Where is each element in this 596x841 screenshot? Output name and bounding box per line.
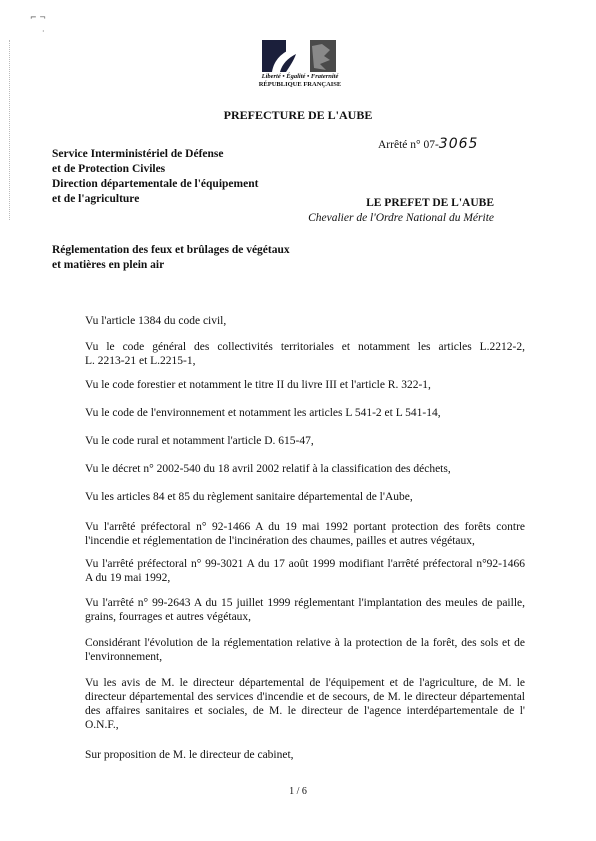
visa-paragraph [85, 557, 525, 585]
scan-artifact: · [42, 27, 45, 36]
scan-artifact: ⌐ ¬ [30, 13, 46, 22]
paragraph-line: Vu les avis de M. le directeur départemental de l'équipement et de l'agriculture, de M. le [85, 677, 525, 689]
paragraph-line: Vu l'article 1384 du code civil, [85, 315, 227, 327]
subject-line: et matières en plein air [52, 259, 165, 271]
issuing-services [52, 147, 258, 207]
consideration-paragraph [85, 636, 525, 664]
visa-paragraph [85, 406, 525, 420]
paragraph-line: l'incendie et réglementation de l'incinération des chaumes, pailles et autres végétaux, [85, 535, 475, 547]
paragraph-line: Vu l'arrêté n° 99-2643 A du 15 juillet 1999 réglementant l'implantation des meules de paille, [85, 597, 525, 609]
document-subject [52, 243, 290, 273]
paragraph-line: Vu le code de l'environnement et notamment les articles L 541-2 et L 541-14, [85, 407, 441, 419]
visa-paragraph [85, 314, 525, 328]
visa-paragraph [85, 340, 525, 368]
prefet-title: LE PREFET DE L'AUBE [366, 197, 494, 209]
proposal-paragraph [85, 748, 525, 762]
paragraph-line: A du 19 mai 1992, [85, 572, 171, 584]
page-number: 1 / 6 [289, 786, 307, 797]
republique-francaise-label: RÉPUBLIQUE FRANÇAISE [258, 81, 342, 88]
paragraph-line: Vu l'arrêté préfectoral n° 92-1466 A du 19 mai 1992 portant protection des forêts contre [85, 521, 525, 533]
scan-edge-mark [9, 40, 11, 220]
visa-paragraph [85, 596, 525, 624]
paragraph-line: Vu le décret n° 2002-540 du 18 avril 2002 relatif à la classification des déchets, [85, 463, 451, 475]
visa-paragraph [85, 490, 525, 504]
prefet-subtitle: Chevalier de l'Ordre National du Mérite [308, 212, 494, 224]
visa-paragraph [85, 434, 525, 448]
paragraph-line: Vu les articles 84 et 85 du règlement sanitaire départemental de l'Aube, [85, 491, 413, 503]
paragraph-line: Sur proposition de M. le directeur de cabinet, [85, 749, 294, 761]
republic-motto: Liberté • Égalité • Fraternité [261, 73, 339, 80]
subject-line: Réglementation des feux et brûlages de végétaux [52, 244, 290, 256]
visa-paragraph [85, 676, 525, 732]
arrete-number [378, 136, 478, 152]
prefet-signatory [308, 196, 494, 226]
arrete-prefix: Arrêté n° 07- [378, 139, 439, 151]
paragraph-line: Considérant l'évolution de la réglementation relative à la protection de la forêt, des sols et de [85, 637, 525, 649]
service-line: Service Interministériel de Défense [52, 148, 224, 160]
paragraph-line: l'environnement, [85, 651, 163, 663]
visa-paragraph [85, 378, 525, 392]
paragraph-line: L. 2213-21 et L.2215-1, [85, 355, 196, 367]
paragraph-line: Vu le code général des collectivités territoriales et notamment les articles L.2212-2, [85, 341, 525, 353]
paragraph-line: des affaires sanitaires et sociales, de M. le directeur de l'agence interdépartementale de l' [85, 705, 525, 717]
paragraph-line: Vu le code rural et notamment l'article D. 615-47, [85, 435, 314, 447]
service-line: Direction départementale de l'équipement [52, 178, 259, 190]
arrete-handwritten-number: 3065 [438, 136, 479, 152]
paragraph-line: grains, fourrages et autres végétaux, [85, 611, 252, 623]
visa-paragraph [85, 462, 525, 476]
paragraph-line: directeur départemental des services d'incendie et de secours, de M. le directeur départemental [85, 691, 525, 703]
service-line: et de l'agriculture [52, 193, 140, 205]
paragraph-line: O.N.F., [85, 719, 119, 731]
paragraph-line: Vu le code forestier et notamment le titre II du livre III et l'article R. 322-1, [85, 379, 431, 391]
paragraph-line: Vu l'arrêté préfectoral n° 99-3021 A du 17 août 1999 modifiant l'arrêté préfectoral n°92-1466 [85, 558, 525, 570]
visa-paragraph [85, 520, 525, 548]
service-line: et de Protection Civiles [52, 163, 166, 175]
prefecture-title: PREFECTURE DE L'AUBE [223, 108, 373, 122]
